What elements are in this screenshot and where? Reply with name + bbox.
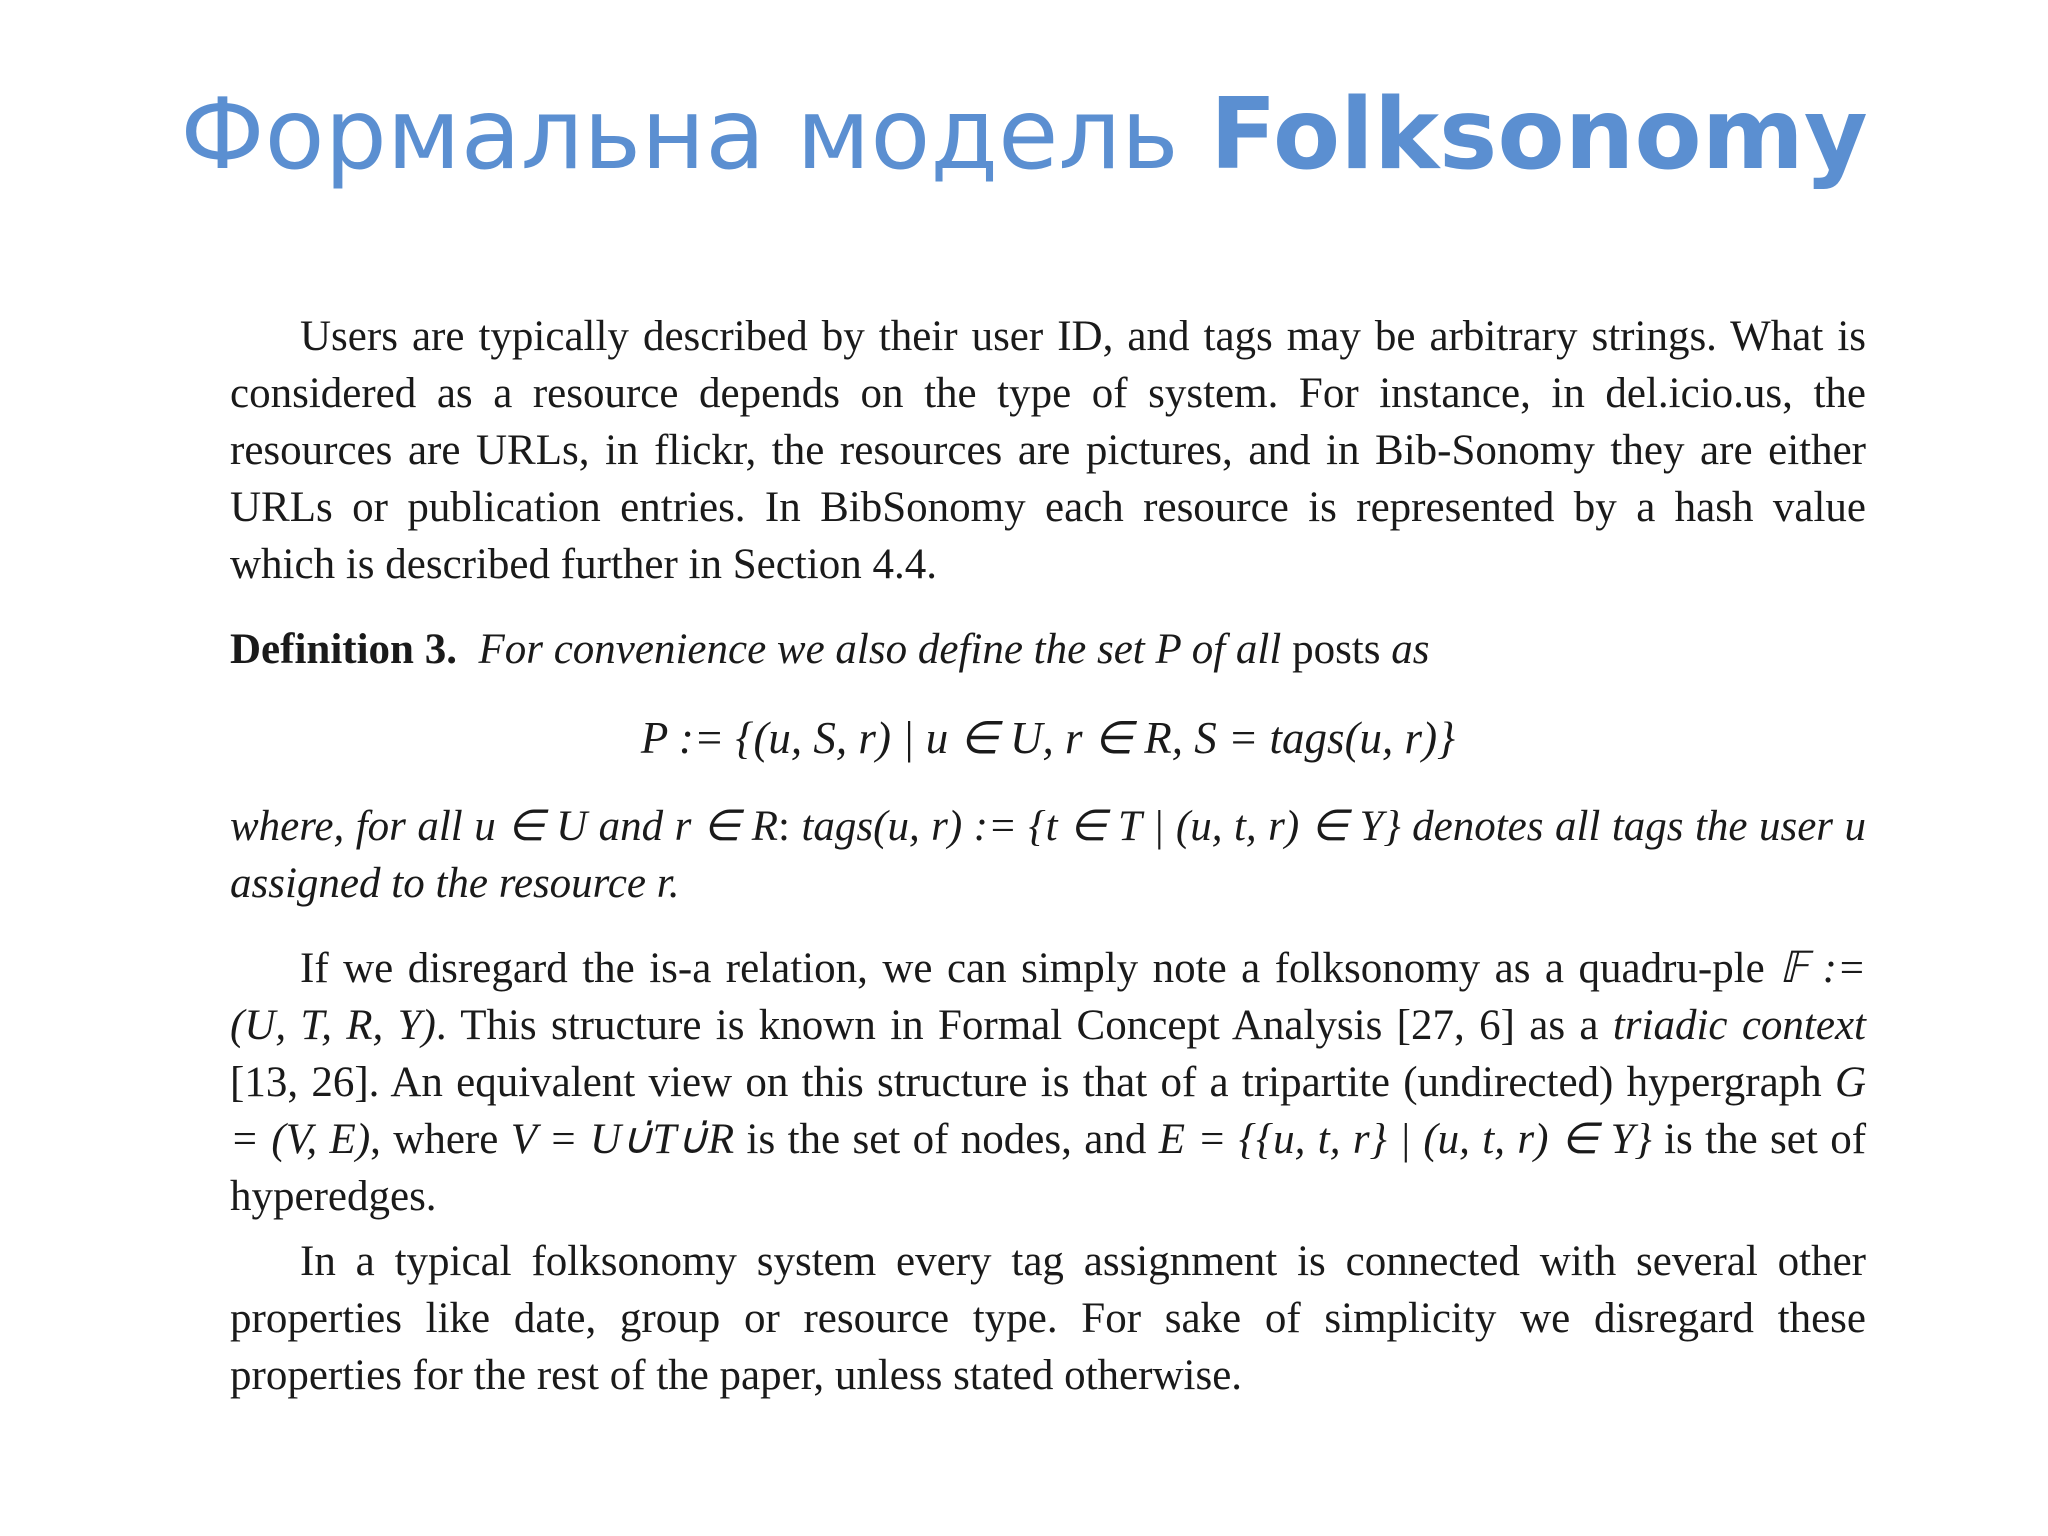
p2-part5: is the set of nodes, and [734,1116,1159,1163]
paragraph-tag-assignment: In a typical folksonomy system every tag assignment is connected with several other properties like date, group or resource type. For sake of simplicity we disregard these properties for the rest of the paper, unless stated otherwise. [230,1238,1866,1399]
p2-part3: [13, 26]. An equivalent view on this structure is that of a tripartite (undirected) hypergraph [230,1059,1835,1106]
p2-nodes: V = U∪̇T∪̇R [510,1116,735,1163]
p2-part1: If we disregard the is-a relation, we can simply note a folksonomy as a quadru-ple [300,945,1780,992]
paragraph-folksonomy-quadruple [230,940,1866,1225]
tags-definition: tags(u, r) := {t ∈ T | (u, t, r) ∈ Y} [801,803,1401,850]
definition-of-all: of all [1180,626,1293,673]
p2-part6: is the set of hyperedges. [230,1116,1867,1220]
p2-quadruple: 𝔽 := (U, T, R, Y) [230,945,1867,1049]
where-colon: : [778,803,802,850]
document-excerpt [230,308,1866,1404]
p2-part2: . This structure is known in Formal Concept Analysis [27, 6] as a [435,1002,1613,1049]
p2-triadic-context: triadic context [1612,1002,1866,1049]
definition-as: as [1380,626,1430,673]
definition-intro: For convenience we also define the set [478,626,1156,673]
slide-title [0,70,2048,200]
title-regular: Формальна модель [180,78,1210,192]
posts-equation [230,708,1866,768]
paragraph-users-resources: Users are typically described by their user ID, and tags may be arbitrary strings. What is considered as a resource depends on the type of system. For instance, in del.icio.us, the resources are URLs, in flickr, the resources are pictures, and in Bib-Sonomy they are either URLs or publication entries. In BibSonomy each resource is represented by a hash value which is described further in Section 4.4. [230,313,1866,588]
definition-where-clause [230,798,1866,912]
definition-set-symbol: P [1155,626,1181,673]
p2-hypergraph: G = (V, E) [230,1059,1866,1163]
p2-edges: E = {{u, t, r} | (u, t, r) ∈ Y} [1158,1116,1652,1163]
where-denotes: denotes all tags the user u assigned to the resource r. [230,803,1866,907]
p2-part4: , where [370,1116,511,1163]
definition-3 [230,621,1866,678]
title-bold: Folksonomy [1209,78,1868,192]
definition-label: Definition 3. [230,626,457,673]
where-and: and [587,803,675,850]
where-condition-r: r ∈ R [674,803,779,850]
definition-posts: posts [1292,626,1381,673]
posts-equation-text: P := {(u, S, r) | u ∈ U, r ∈ R, S = tags(u, r)} [640,713,1456,763]
where-intro: where, for all [230,803,475,850]
where-condition-u: u ∈ U [474,803,588,850]
